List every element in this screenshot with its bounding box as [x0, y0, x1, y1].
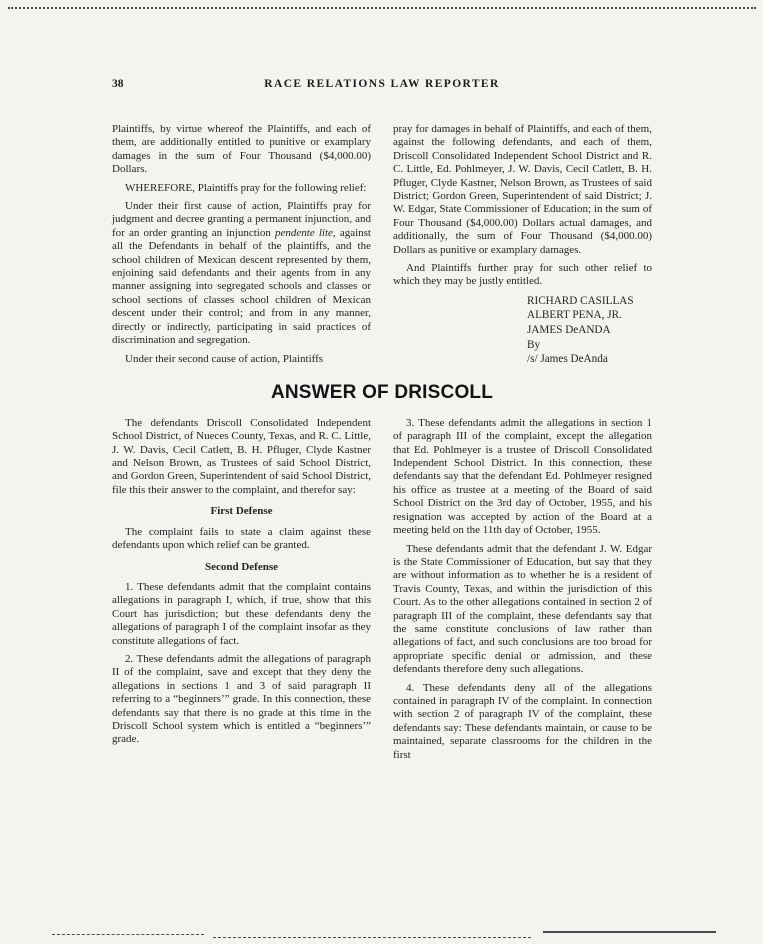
paragraph: 2. These defendants admit the allegations of paragraph II of the complaint, save and except that they deny the allegations in sections 1 and 3 of said paragraph II referring to a “beginners’” grade. In this connection, these defendants say that there is no grade at this time in the Driscoll School system which is entitled a “beginners’” grade.: [112, 652, 371, 746]
paragraph: Under their second cause of action, Plaintiffs: [125, 352, 324, 365]
signature-block: [393, 294, 652, 367]
paragraph: WHEREFORE, Plaintiffs pray for the following relief:: [125, 181, 367, 194]
prayer-left-column: [112, 123, 371, 367]
prayer-section: [112, 123, 652, 367]
signature-line: JAMES DeANDA: [527, 324, 611, 337]
paragraph: 3. These defendants admit the allegations in section 1 of paragraph III of the complaint, except the allegation that Ed. Pohlmeyer is a trustee of Driscoll Consolidated Independent School District. In this connection, these defendants say that the defendant Ed. Pohlmeyer resigned his office as trustee at a meeting of the Board of said School District on the 3rd day of October, 1955, and his resignation was accepted by action of the Board at a meeting held on the 11th day of October, 1955.: [393, 416, 652, 537]
paragraph: [112, 200, 371, 347]
paragraph: 4. These defendants deny all of the allegations contained in paragraph IV of the complaint. In connection with section 2 of paragraph IV of the complaint, these defendants say: These defendants maintain, or cause to be maintained, separate classrooms for the children in the first: [393, 681, 652, 761]
bottom-edge-line-right: [543, 931, 716, 933]
answer-right-column: [393, 417, 652, 762]
paragraph: The complaint fails to state a claim against these defendants upon which relief can be granted.: [112, 525, 371, 552]
text-run: Under their first cause of action, Plaintiffs pray for judgment and decree granting a permanent injunction, and for an order granting an injunction: [112, 200, 371, 239]
top-edge-dotted-line: [8, 7, 756, 9]
answer-section: [112, 417, 652, 762]
paragraph: pray for damages in behalf of Plaintiffs, and each of them, against the following defendants, and each of them, Driscoll Consolidated Independent School District and R. C. Little, Ed. Pohlmeyer, J. W. Davis, Cecil Catlett, B. H. Pfluger, Clyde Kastner, Nelson Brown, as Trustees of said District; Gordon Green, Superintendent of said District; J. W. Edgar, State Commissioner of Education; in the sum of Four Thousand ($4,000.00) Dollars actual damages, and additionally, the sum of Four Thousand ($4,000.00) Dollars as punitive or examplary damages.: [393, 123, 652, 256]
section-title: ANSWER OF DRISCOLL: [270, 381, 494, 403]
signature-line: ALBERT PENA, JR.: [527, 309, 622, 322]
paragraph: 1. These defendants admit that the complaint contains allegations in paragraph I, which, if true, show that this Court has jurisdiction; but these defendants deny the allegations of paragraph I of the complaint insofar as they constitute allegations of fact.: [112, 580, 371, 647]
bottom-edge-dash-left: [52, 934, 204, 935]
page-content: [112, 78, 652, 762]
first-defense-heading: First Defense: [210, 505, 273, 518]
answer-left-column: [112, 417, 371, 762]
paragraph: And Plaintiffs further pray for such other relief to which they may be justly entitled.: [393, 262, 652, 288]
signature-line: /s/ James DeAnda: [527, 353, 608, 366]
signature-line: RICHARD CASILLAS: [527, 294, 634, 307]
prayer-right-column: [393, 123, 652, 367]
italic-latin-term: pendente lite: [275, 226, 333, 239]
paragraph: These defendants admit that the defendant J. W. Edgar is the State Commissioner of Education, but say that they are without information as to whether he is a resident of Travis County, Texas, and within the jurisdiction of this Court. As to the other allegations contained in section 2 of paragraph III of the complaint, these defendants say that the same constitute conclusions of law rather than allegations of fact, and such conclusions are too broad for appropriate specific denial or admission, and these defendants therefore deny such allegations.: [393, 542, 652, 676]
page-number: 38: [112, 78, 124, 90]
signature-line: By: [527, 338, 541, 351]
text-run: , against all the Defendants in behalf of the plaintiffs, and the school children of Mexican descent represented by them, enjoining said defendants and their agents from in any manner assigning into segregated schools and classes or school sections of classes school children of Mexican descent under their control; and from in any manner, directly or indirectly, participating in said practices of discrimination and segregation.: [112, 226, 371, 347]
bottom-edge-dash-middle: [213, 937, 531, 938]
paragraph: The defendants Driscoll Consolidated Independent School District, of Nueces County, Texas, and R. C. Little, J. W. Davis, Cecil Catlett, B. H. Pfluger, Clyde Kastner and Nelson Brown, as Trustees of said School District, and Gordon Green, Superintendent of said School District, file this their answer to the complaint, and therefor say:: [112, 416, 371, 496]
running-header: [112, 78, 652, 90]
second-defense-heading: Second Defense: [204, 560, 279, 573]
journal-title: RACE RELATIONS LAW REPORTER: [264, 78, 500, 90]
paragraph: Plaintiffs, by virtue whereof the Plaintiffs, and each of them, are additionally entitled to punitive or examplary damages in the sum of Four Thousand ($4,000.00) Dollars.: [112, 123, 371, 176]
